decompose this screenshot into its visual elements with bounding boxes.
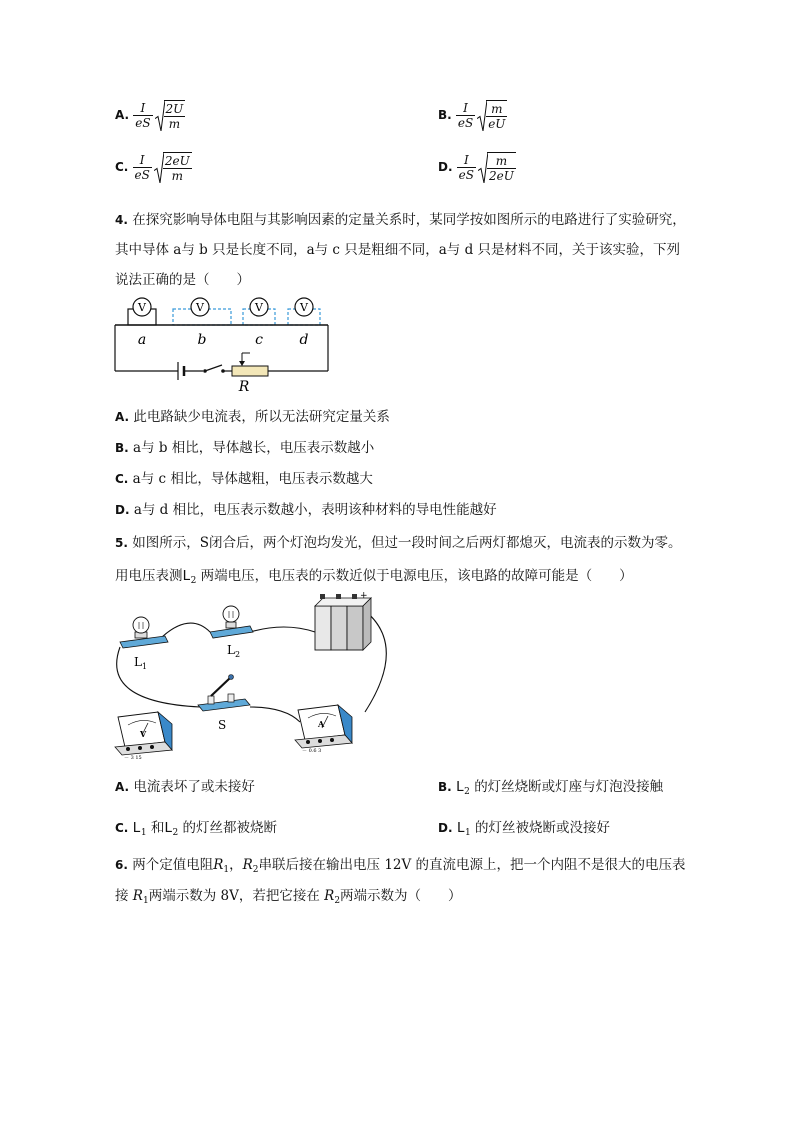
q3-option-b[interactable]: B. $\frac{I}{eS}$ $\frac{m}{eU}$ [438, 101, 506, 131]
fraction: $\frac{I}{eS}$ [458, 153, 474, 182]
fraction: $\frac{I}{eS}$ [457, 101, 474, 130]
voltmeter-icon [191, 298, 209, 316]
q4-stem-line1: 4. 在探究影响导体电阻与其影响因素的定量关系时，某同学按如图所示的电路进行了实验研究， [115, 212, 686, 228]
q4-option-d[interactable]: D. a与 d 相比，电压表示数越小，表明该种材料的导电性能越好 [115, 502, 497, 518]
q3-option-d[interactable]: D. $\frac{I}{eS}$ $\frac{m}{2eU}$ [438, 153, 514, 183]
svg-text:－ 0.6 3: － 0.6 3 [302, 748, 322, 754]
lamp-l2-icon [210, 606, 253, 638]
q5-stem-line2: 用电压表测$L_2$ 两端电压，电压表的示数近似于电源电压，该电路的故障可能是（ ） [115, 568, 633, 586]
svg-text:－ 3 15: － 3 15 [124, 755, 142, 761]
voltmeter-icon [250, 298, 268, 316]
q5-option-a[interactable]: A. 电流表坏了或未接好 [115, 779, 255, 795]
q6-stem-line2: 接 $R_1$两端示数为 8V，若把它接在 $R_2$两端示数为（ ） [115, 888, 462, 906]
q4-option-a[interactable]: A. 此电路缺少电流表，所以无法研究定量关系 [115, 409, 390, 425]
svg-text:2: 2 [235, 650, 241, 659]
fraction: $\frac{I}{eS}$ [135, 101, 151, 130]
q6-stem-line1: 6. 两个定值电阻$R_1$，$R_2$串联后接在输出电压 12V 的直流电源上，把一个内阻不是很大的电压表 [115, 857, 686, 875]
q5-option-b[interactable]: B. $L_2$ 的灯丝烧断或灯座与灯泡没接触 [438, 779, 664, 797]
svg-text:L: L [134, 655, 142, 669]
switch-icon [205, 365, 222, 371]
radical: $\frac{m}{2eU}$ [478, 152, 516, 183]
svg-text:L: L [227, 643, 235, 657]
svg-text:V: V [196, 301, 204, 314]
label-R: R [238, 379, 250, 395]
fraction: $\frac{I}{eS}$ [134, 153, 150, 182]
label-d: d [299, 332, 309, 348]
rheostat-icon [232, 366, 268, 376]
label-c: c [255, 332, 263, 348]
q4-stem-line2: 其中导体 a与 b 只是长度不同，a与 c 只是粗细不同，a与 d 只是材料不同，关于该实验，下列 [115, 242, 681, 258]
voltmeter-icon [133, 298, 151, 316]
q5-option-d[interactable]: D. $L_1$ 的灯丝被烧断或没接好 [438, 820, 610, 838]
voltmeter-icon [295, 298, 313, 316]
svg-text:1: 1 [142, 662, 148, 671]
q4-option-c[interactable]: C. a与 c 相比，导体越粗，电压表示数越大 [115, 471, 373, 487]
radical: $\frac{2eU}{m}$ [154, 152, 192, 183]
svg-text:V: V [255, 301, 263, 314]
q4-option-b[interactable]: B. a与 b 相比，导体越长，电压表示数越小 [115, 440, 375, 456]
svg-text:V: V [138, 301, 146, 314]
label-a: a [137, 332, 147, 348]
lamp-l1-icon [120, 617, 168, 648]
battery-pack-icon [315, 594, 371, 650]
switch-s-icon [198, 675, 250, 712]
svg-text:+: + [360, 592, 368, 601]
q5-option-c[interactable]: C. $L_1$ 和$L_2$ 的灯丝都被烧断 [115, 820, 278, 838]
q3-option-a[interactable]: A. $\frac{I}{eS}$ $\frac{2U}{m}$ [115, 101, 184, 131]
q4-circuit-figure [110, 295, 335, 395]
svg-text:V: V [140, 729, 147, 739]
q3-option-c[interactable]: C. $\frac{I}{eS}$ $\frac{2eU}{m}$ [115, 153, 190, 183]
svg-text:S: S [218, 718, 227, 732]
radical: $\frac{2U}{m}$ [155, 100, 186, 131]
q5-circuit-figure [110, 592, 390, 762]
svg-text:V: V [300, 301, 308, 314]
q5-stem-line1: 5. 如图所示，S闭合后，两个灯泡均发光，但过一段时间之后两灯都熄灭，电流表的示数为零。 [115, 535, 682, 551]
q4-stem-line3: 说法正确的是（ ） [115, 272, 250, 288]
radical: $\frac{m}{eU}$ [477, 100, 507, 131]
svg-text:A: A [318, 719, 325, 729]
label-b: b [197, 332, 207, 348]
